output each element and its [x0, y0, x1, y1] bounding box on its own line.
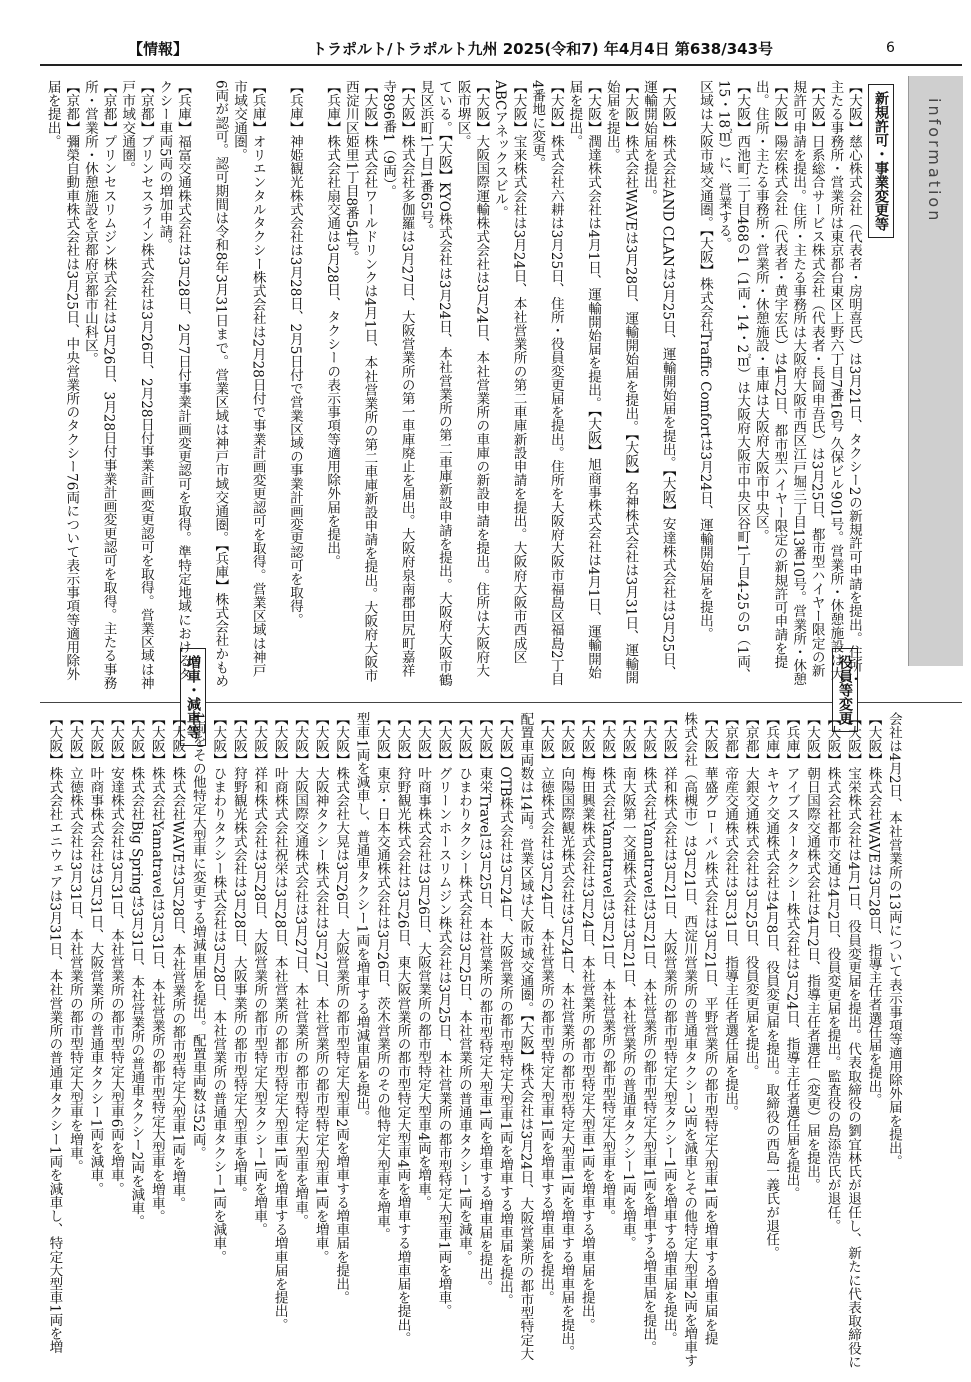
bottom-column-4: 【大阪】株式会社都市交通は4月2日、役員変更届を提出。監査役の島添浩氏が退任。 [824, 712, 841, 1233]
page-header [0, 0, 971, 62]
top-column-14: 【大阪】株式会社ワールドリンクは4月1日、本社営業所の第二車庫新設申請を提出。大阪府大阪市西淀川区姫里1丁目8番54号。 [343, 80, 378, 683]
label-new-license: 新規許可・事業変更等 [868, 84, 894, 238]
bottom-column-36: 【大阪】株式会社WAVEは3月28日、本社営業所の都市型特定大型車1両を増車。 [169, 712, 186, 1211]
bottom-column-20: 【大阪】OTB株式会社は3月24日、大阪営業所の都市型特定大型車1両を増車する増車届を提出。 [496, 712, 513, 1308]
top-column-22: 【京都】彌榮自動車株式会社は3月25日、中央営業所のタクシー76両について表示事項等適用除外届を提出。 [45, 80, 80, 681]
page-number: 6 [886, 40, 895, 56]
top-column-21: 【京都】プリンセスリムジン株式会社は3月26日、3月28日付事業計画変更認可を取得。主たる事務所・営業所・休憩施設を京都府京都市山科区。 [82, 80, 117, 690]
newspaper-title: トラポルト/トラポルト九州 2025(令和7) 年4月4日 第638/343号 [312, 40, 774, 58]
bottom-column-5: 【大阪】朝日国際交通株式会社は4月2日、指導主任者選任（変更）届を提出。 [804, 712, 821, 1192]
bottom-column-3: 【大阪】宝栄株式会社は4月1日、役員変更届を提出。代表取締役の劉宜林氏が退任し、新たに代表取締役に [845, 712, 862, 1369]
top-column-4: 【大阪】西池町二丁目468の1（1両・14・2㎡）は大阪府大阪市中央区谷町1丁目4-25の5（1両、15・18㎡）に、営業する。 [715, 80, 751, 682]
label-fleet-change: 増車・減車等 [180, 648, 206, 746]
top-column-10: 【大阪】宝来株式会社は3月24日、本社営業所の第二車庫新設申請を提出。大阪府大阪市西成区ABCアネックスビル。 [492, 80, 527, 664]
bottom-column-9: 【京都】帝産交通株式会社は3月31日、指導主任者選任届を提出。 [722, 712, 739, 1119]
bottom-column-13: 【大阪】株式会社Yamatravelは3月21日、本社営業所の都市型特定大型車1両を増車する増車届を提出。 [640, 712, 657, 1355]
top-column-20: 【京都】プリンセスライン株式会社は3月26日、2月28日付事業計画変更認可を取得。営業区域は神戸市域交通圏。 [119, 80, 154, 690]
bottom-column-12: 【大阪】祥和株式会社は3月21日、大阪営業所の都市型特定大型タクシー1両を増車する増車届を提出。 [660, 712, 677, 1345]
bottom-column-35: 1両をその他特定大型車に変更する増減車届を提出。配置車両数は52両。 [189, 712, 206, 1160]
bottom-column-24: 【大阪】叶商事株式会社は3月26日、大阪営業所の都市型特定大型車4両を増車。 [415, 712, 432, 1209]
bottom-column-11: 株式会社（高槻市）は3月21日、西淀川営業所の普通車タクシー3両を減車とその他特定大型車2両を増車す [681, 712, 698, 1368]
section-tag: 【情報】 [128, 40, 189, 58]
bottom-column-39: 【大阪】安達株式会社は3月31日、本社営業所の都市型特定大型車6両を増車。 [107, 712, 124, 1196]
bottom-column-14: 【大阪】南大阪第一交通株式会社は3月21日、本社営業所の普通車タクシー1両を増車。 [619, 712, 636, 1250]
mid-rule [40, 702, 962, 703]
bottom-column-17: 【大阪】向陽国際観光株式会社は3月24日、本社営業所の都市型特定大型車1両を増車する増車届を提出。 [558, 712, 575, 1359]
top-column-15: 【兵庫】株式会社扇交通は3月28日、タクシーの表示事項等適用除外届を提出。 [324, 80, 341, 569]
top-column-8: 【大阪】潤達株式会社は4月1日、運輸開始届を提出。【大阪】旭商事株式会社は4月1日、運輸開始届を提出。 [566, 80, 602, 679]
bottom-column-27: 型車1両を減車し、普通車タクシー1両を増車する増減車届を提出。 [353, 712, 370, 1124]
bottom-column-41: 【大阪】立徳株式会社は3月31日、本社営業所の都市型特定大型車を増車。 [66, 712, 83, 1174]
top-column-18: 6両が認可。認可期間は令和8年3月31日まで。営業区域は神戸市域交通圏。【兵庫】株式会社かもめ [212, 80, 229, 688]
bottom-column-22: 【大阪】ひまわりタクシー株式会社は3月25日、本社営業所の普通車タクシー1両を減車。 [455, 712, 472, 1264]
bottom-column-34: 【大阪】ひまわりタクシー株式会社は3月28日、本社営業所の普通車タクシー1両を減車。 [210, 712, 227, 1264]
top-column-9: 【大阪】株式会社六耕は3月25日、住所・役員変更届を提出。住所を大阪府大阪市福島区福島2丁目4番地に変更。 [529, 80, 564, 686]
top-column-2: 【大阪】日系総合サービス株式会社（代表者・長岡申吾氏）は3月25日、都市型ハイヤー限定の新規許可申請を提出。住所・主たる事務所は大阪府大阪市西区江戸堀三丁目13番10号。営業所・休憩 [790, 80, 825, 686]
bottom-column-28: 【大阪】株式会社大晃は3月26日、大阪営業所の都市型特定大型車2両を増車する増車届を提出。 [333, 712, 350, 1305]
bottom-column-25: 【大阪】狩野観光株式会社は3月26日、東大阪営業所の都市型特定大型車4両を増車する増車届を提出。 [394, 712, 411, 1345]
bottom-column-40: 【大阪】叶商事株式会社は3月31日、大阪営業所の普通車タクシー1両を減車。 [87, 712, 104, 1196]
bottom-column-29: 【大阪】大阪神タクシー株式会社は3月27日、本社営業所の都市型特定大型車1両を増車。 [312, 712, 329, 1264]
bottom-column-10: 【大阪】華盛グローバル株式会社は3月21日、平野営業所の都市型特定大型車1両を増車する増車届を提 [701, 712, 718, 1345]
bottom-column-6: 【兵庫】アイブスタータクシー株式会社は3月24日、指導主任者選任届を提出。 [783, 712, 800, 1201]
bottom-column-30: 【大阪】大阪国際交通株式会社は3月27日、本社営業所の都市型特定大型車を増車。 [292, 712, 309, 1228]
header-rule [40, 64, 962, 66]
bottom-column-8: 【京都】大銀交通株式会社は3月25日、役員変更届を提出。 [742, 712, 759, 1078]
information-sidebar [908, 76, 963, 666]
top-column-3: 【大阪】陽宏株式会社（代表者・黄宇宏氏）は4月2日、都市型ハイヤー限定の新規許可申請を提出。住所・主たる事務所・営業所・休憩施設・車庫は大阪府大阪市中央区。 [753, 80, 788, 669]
top-column-11: 【大阪】大阪国際運輸株式会社は3月24日、本社営業所の車庫の新設申請を提出。住所は大阪府大阪市堺区。 [455, 80, 490, 678]
bottom-column-1: 会社は4月2日、本社営業所の13両について表示事項等適用除外届を提出。 [885, 712, 902, 1169]
bottom-column-21: 【大阪】東栄Travelは3月25日、本社営業所の都市型特定大型車1両を増車する増車届を提出。 [476, 712, 493, 1294]
bottom-column-42: 【大阪】株式会社エニウェアは3月31日、本社営業所の普通車タクシー1両を減車し、特定大型車1両を増 [46, 712, 63, 1354]
top-column-6: 【大阪】株式会社AND CLANは3月25日、運輸開始届を提出。【大阪】安達株式会社は3月25日、運輸開始届を提出。 [641, 80, 676, 680]
bottom-column-33: 【大阪】狩野観光株式会社は3月28日、大阪事業所の都市型特定大型車を増車。 [230, 712, 247, 1201]
top-column-12: ている。【大阪】KYO株式会社は3月24日、本社営業所の第二車庫新設申請を提出。大阪府大阪市鶴見区浜町1丁目1番65号。 [417, 80, 452, 687]
bottom-column-31: 【大阪】叶商株式会社祝栄は3月28日、本社営業所の都市型特定大型車1両を増車する増車届を提出。 [271, 712, 288, 1332]
bottom-column-16: 【大阪】梅田興業株式会社は3月24日、本社営業所の都市型特定大型車1両を増車する増車届を提出。 [578, 712, 595, 1332]
top-column-19: 【兵庫】福富交通株式会社は3月28日、2月7日付事業計画変更認可を取得。準特定地域におけるタクシー車両5両の増加申請。 [156, 80, 192, 681]
bottom-column-23: 【大阪】グリーンホースリムジン株式会社は3月25日、本社営業所の都市型特定大型車1両を増車。 [435, 712, 452, 1318]
top-column-17: 【兵庫】オリエンタルタクシー株式会社は2月28日付で事業計画変更認可を取得。営業区域は神戸市域交通圏。 [231, 80, 266, 678]
bottom-column-37: 【大阪】株式会社Yamatravelは3月31日、本社営業所の都市型特定大型車を増車。 [148, 712, 165, 1224]
bottom-column-18: 【大阪】立徳株式会社は3月24日、本社営業所の都市型特定大型車1両を増車する増車届を提出。 [537, 712, 554, 1305]
bottom-column-32: 【大阪】祥和株式会社は3月28日、大阪営業所の都市型特定大型タクシー1両を増車。 [251, 712, 268, 1237]
top-column-1: 【大阪】慈心株式会社（代表者・房明喜氏）は3月21日、タクシー2の新規許可申請を提出。住所・主たる事務所・営業所は東京都台東区上野六丁目7番16号 久保ビル901号。営業所・休憩施設は大 [827, 80, 862, 686]
label-officer-change: 役員等変更 [832, 648, 858, 732]
bottom-column-2: 【大阪】株式会社WAVEは3月28日、指導主任者選任届を提出。 [865, 712, 882, 1107]
top-column-5: 区域は大阪市域交通圏。【大阪】株式会社Traffic Comfortは3月24日、運輸開始届を提出。 [696, 80, 713, 641]
bottom-column-7: 【兵庫】キヤク交通株式会社は4月8日、役員変更届を提出。取締役の西島一義氏が退任。 [763, 712, 780, 1260]
sidebar-label: information [925, 98, 944, 224]
top-column-7: 【大阪】株式会社WAVEは3月28日、運輸開始届を提出。【大阪】名神株式会社は3月31日、運輸開始届を提出。 [604, 80, 639, 685]
top-column-13: 【大阪】株式会社多伽羅は3月27日、大阪営業所の第一車庫廃止を届出。大阪府泉南郡田尻町嘉祥寺896番1（9両）。 [380, 80, 415, 678]
bottom-column-15: 【大阪】株式会社Yamatravelは3月21日、本社営業所の都市型特定大型車を増車。 [599, 712, 616, 1224]
bottom-column-38: 【大阪】株式会社Big Springは3月31日、本社営業所の普通車タクシー2両を減車。 [128, 712, 145, 1229]
bottom-column-26: 【大阪】東京・日本交通株式会社は3月26日、茨木営業所のその他特定大型車を増車。 [374, 712, 391, 1242]
top-column-16: 【兵庫】神姫観光株式会社は3月28日、2月5日付で営業区域の事業計画変更認可を取得。 [286, 80, 303, 627]
bottom-column-19: 配置車両数は14両。営業区域は大阪市域交通圏。【大阪】株式会社は3月24日、大阪営業所の都市型特定大 [517, 712, 534, 1361]
